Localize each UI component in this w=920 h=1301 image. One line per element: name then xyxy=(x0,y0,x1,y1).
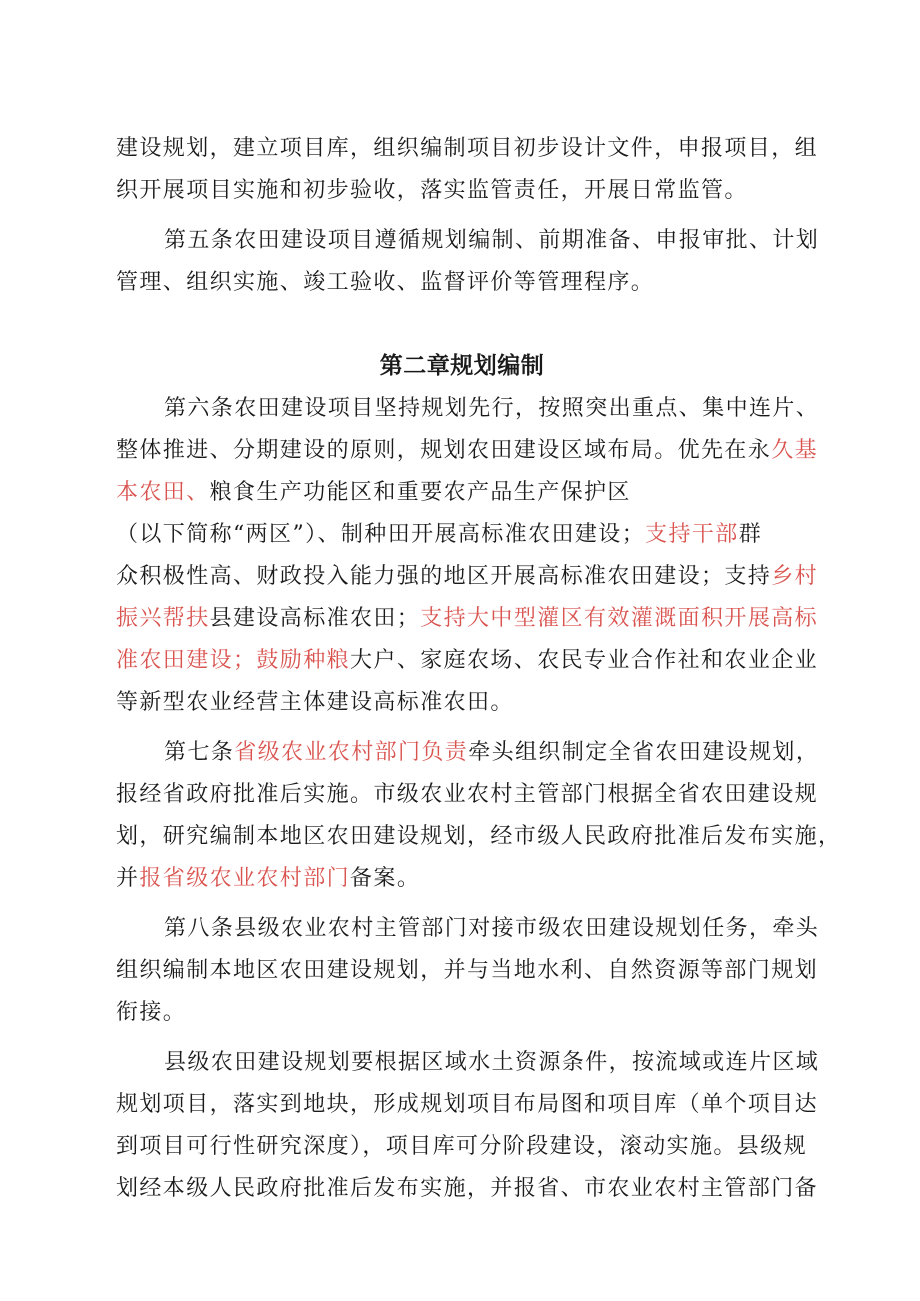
text-run: 并 xyxy=(116,866,140,891)
text-run: 备案。 xyxy=(350,866,421,891)
article-6-line xyxy=(116,430,819,472)
highlighted-text: 支持大中型灌区有效灌溉面积开展高标 xyxy=(420,606,819,631)
article-8-line: 第八条县级农业农村主管部门对接市级农田建设规划任务，牵头 xyxy=(164,916,820,941)
article-5-line: 第五条农田建设项目遵循规划编制、前期准备、申报审批、计划 xyxy=(164,228,820,253)
text-line: 织开展项目实施和初步验收，落实监管责任，开展日常监管。 xyxy=(116,178,748,203)
text-run: （以下简称“两区”）、制种田开展高标准农田建设； xyxy=(116,522,646,547)
text-line: 建设规划，建立项目库，组织编制项目初步设计文件，申报项目，组 xyxy=(116,136,819,161)
highlighted-text: 报省级农业农村部门 xyxy=(139,866,351,891)
text-run: 众积极性高、财政投入能力强的地区开展高标准农田建设；支持 xyxy=(116,564,772,589)
county-plan-line: 规划项目，落实到地块，形成规划项目布局图和项目库（单个项目达 xyxy=(116,1092,819,1117)
text-run: 群 xyxy=(738,522,763,547)
highlighted-text: 乡村 xyxy=(771,564,819,589)
article-6-line xyxy=(116,640,819,682)
article-8-line: 衔接。 xyxy=(116,1000,187,1025)
article-5-line: 管理、组织实施、竣工验收、监督评价等管理程序。 xyxy=(116,270,655,295)
article-6-line xyxy=(116,472,808,514)
article-7-line: 报经省政府批准后实施。市级农业农村主管部门根据全省农田建设规 xyxy=(116,782,819,807)
highlighted-text: 本农田、 xyxy=(116,480,210,505)
article-7-line: 划，研究编制本地区农田建设规划，经市级人民政府批准后发布实施， xyxy=(116,824,842,849)
county-plan-line: 划经本级人民政府批准后发布实施，并报省、市农业农村主管部门备 xyxy=(116,1176,819,1201)
text-run: 第七条 xyxy=(164,740,235,765)
text-run: 牵头组织制定全省农田建设规划， xyxy=(468,740,820,765)
text-run: 县建设高标准农田； xyxy=(209,606,421,631)
highlighted-text: 支持干部 xyxy=(645,522,739,547)
county-plan-line: 县级农田建设规划要根据区域水土资源条件，按流域或连片区域 xyxy=(164,1050,820,1075)
document-page xyxy=(116,128,842,1210)
highlighted-text: 省级农业农村部门负责 xyxy=(234,740,469,765)
article-6-line: 等新型农业经营主体建设高标准农田。 xyxy=(116,690,514,715)
article-7-line xyxy=(116,858,808,900)
article-6-line xyxy=(116,556,819,598)
county-plan-line: 到项目可行性研究深度），项目库可分阶段建设，滚动实施。县级规 xyxy=(116,1134,808,1159)
highlighted-text: 准农田建设；鼓励种粮 xyxy=(116,648,351,673)
text-run: 整体推进、分期建设的原则，规划农田建设区域布局。优先在永 xyxy=(116,438,772,463)
highlighted-text: 振兴帮扶 xyxy=(116,606,210,631)
article-7-line xyxy=(116,732,820,774)
article-8-line: 组织编制本地区农田建设规划，并与当地水利、自然资源等部门规划 xyxy=(116,958,819,983)
text-run: 粮食生产功能区和重要农产品生产保护区 xyxy=(209,480,631,505)
article-6-line xyxy=(116,598,819,640)
text-run: 大户、家庭农场、农民专业合作社和农业企业 xyxy=(350,648,819,673)
article-6-line: 第六条农田建设项目坚持规划先行，按照突出重点、集中连片、 xyxy=(164,396,820,421)
chapter-heading: 第二章规划编制 xyxy=(379,353,545,379)
article-6-line xyxy=(116,514,808,556)
highlighted-text: 久基 xyxy=(771,438,819,463)
